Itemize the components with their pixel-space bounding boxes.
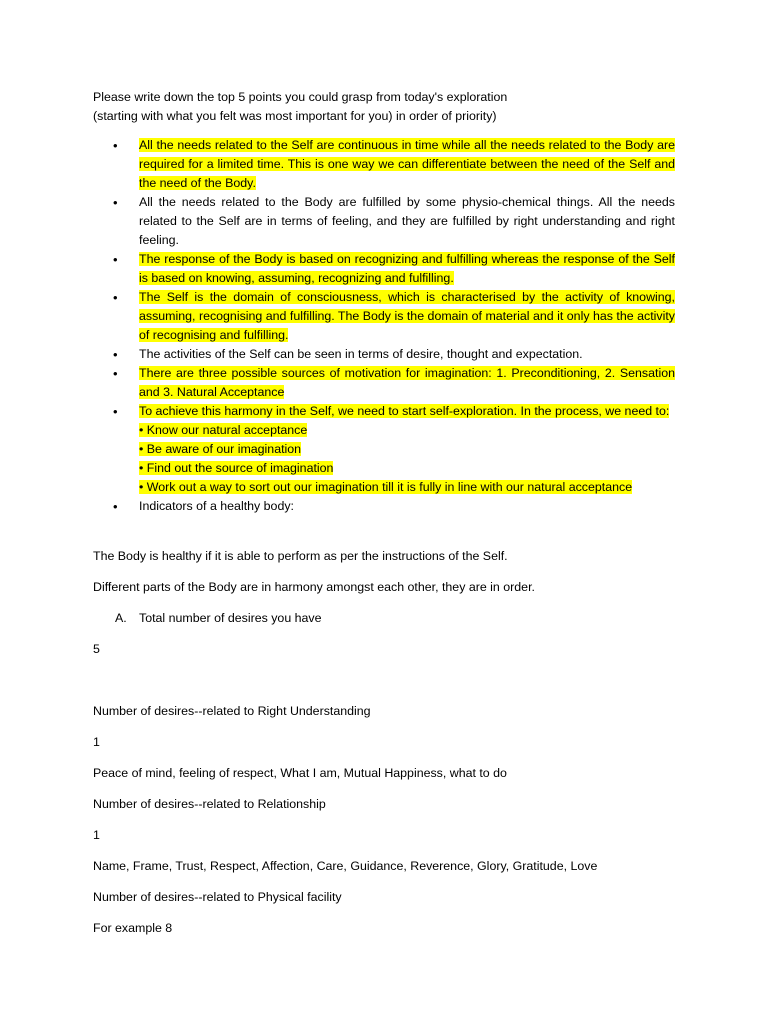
intro-line-1: Please write down the top 5 points you could grasp from today's exploration [93, 90, 508, 104]
right-understanding-label: Number of desires--related to Right Understanding [93, 704, 371, 718]
list-item: • The response of the Body is based on recognizing and fulfilling whereas the response of the Self is based on knowing, assuming, recognizing and fulfilling. [113, 252, 675, 285]
intro-line-2: (starting with what you felt was most important for you) in order of priority) [93, 109, 497, 123]
list-item: • Indicators of a healthy body: [113, 499, 294, 514]
list-item: • All the needs related to the Self are continuous in time while all the needs related to the Body are required for a limited time. This is one way we can differentiate between the need of the Self and the need of the Body. [113, 138, 675, 190]
points-list [93, 136, 675, 516]
bullet-icon: • [113, 366, 118, 381]
intro [93, 88, 693, 126]
relationship-list: Name, Frame, Trust, Respect, Affection, Care, Guidance, Reverence, Glory, Gratitude, Love [93, 859, 598, 873]
list-item: • There are three possible sources of motivation for imagination: 1. Preconditioning, 2. Sensation and 3. Natural Acceptance [113, 366, 675, 399]
body-harmony-text: Different parts of the Body are in harmony amongst each other, they are in order. [93, 580, 535, 594]
list-item: • The activities of the Self can be seen in terms of desire, thought and expectation. [113, 347, 583, 362]
question-a-label: A. [115, 611, 127, 625]
list-item: • All the needs related to the Body are fulfilled by some physio-chemical things. All the needs related to the Self are in terms of feeling, and they are fulfilled by right understanding and right feeling. [113, 195, 675, 247]
bullet-icon: • [113, 252, 118, 267]
bullet-icon: • [113, 404, 118, 419]
bullet-icon: • [113, 195, 118, 210]
bullet-icon: • [113, 499, 118, 514]
list-item: • The Self is the domain of consciousness, which is characterised by the activity of knowing, assuming, recognising and fulfilling. The Body is the domain of material and it only has the activity of recognising and fulfilling. [113, 290, 675, 342]
sub-item: • Know our natural acceptance [139, 423, 308, 437]
relationship-label: Number of desires--related to Relationship [93, 797, 326, 811]
body-healthy-text: The Body is healthy if it is able to perform as per the instructions of the Self. [93, 549, 508, 563]
relationship-value: 1 [93, 828, 100, 842]
right-understanding-list: Peace of mind, feeling of respect, What I am, Mutual Happiness, what to do [93, 766, 507, 780]
right-understanding-value: 1 [93, 735, 100, 749]
physical-facility-example: For example 8 [93, 921, 173, 935]
physical-facility-label: Number of desires--related to Physical facility [93, 890, 342, 904]
bullet-icon: • [113, 290, 118, 305]
sub-item: • Work out a way to sort out our imagination till it is fully in line with our natural acceptance [139, 480, 633, 494]
bullet-icon: • [113, 347, 118, 362]
bullet-icon: • [113, 138, 118, 153]
question-a-text: Total number of desires you have [139, 611, 322, 625]
sub-item: • Find out the source of imagination [139, 461, 334, 475]
total-desires-value: 5 [93, 642, 100, 656]
sub-item: • Be aware of our imagination [139, 442, 302, 456]
list-item: • To achieve this harmony in the Self, we need to start self-exploration. In the process, we need to: • Know our natural acceptance • Be aware of our imagination • Find out the source of imagination • Work out a way to sort out our imagination till it is fully in line with our natural acceptance [93, 402, 675, 497]
